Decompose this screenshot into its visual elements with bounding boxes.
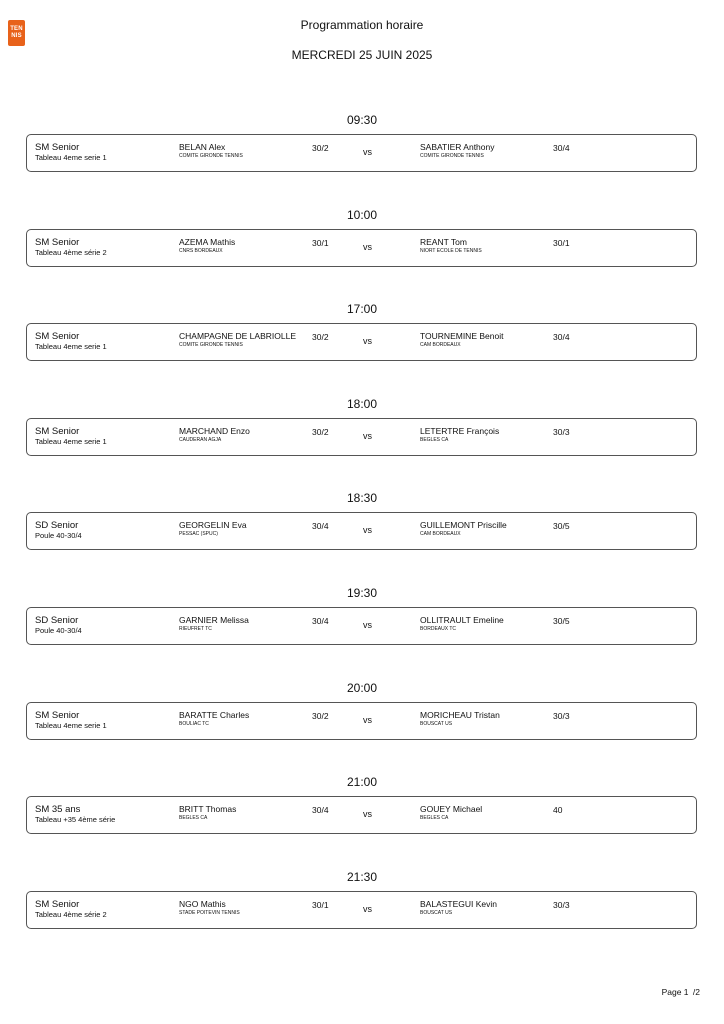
match-tableau: Tableau 4eme serie 1 xyxy=(35,721,107,730)
versus-label: vs xyxy=(363,147,372,157)
slot-time: 21:00 xyxy=(346,775,378,789)
player2-club: BEGLES CA xyxy=(420,437,449,443)
player1-rank: 30/2 xyxy=(312,143,329,153)
schedule-date: MERCREDI 25 JUIN 2025 xyxy=(291,48,433,62)
time-slot xyxy=(0,491,724,581)
match-tableau: Tableau +35 4ème série xyxy=(35,815,116,824)
player2-name: TOURNEMINE Benoit xyxy=(420,331,504,341)
player2-rank: 30/5 xyxy=(553,521,570,531)
match-tableau: Tableau 4ème série 2 xyxy=(35,910,107,919)
player2-name: REANT Tom xyxy=(420,237,467,247)
player2-rank: 40 xyxy=(553,805,563,815)
time-slot xyxy=(0,397,724,487)
player1-name: GARNIER Melissa xyxy=(179,615,249,625)
player2-rank: 30/4 xyxy=(553,143,570,153)
player2-name: OLLITRAULT Emeline xyxy=(420,615,504,625)
logo-line-1: TEN xyxy=(10,26,23,32)
match-category: SM Senior xyxy=(35,237,80,248)
slot-time: 10:00 xyxy=(346,208,378,222)
player2-club: BORDEAUX TC xyxy=(420,626,457,632)
player1-rank: 30/2 xyxy=(312,427,329,437)
match-card[interactable] xyxy=(26,702,697,740)
versus-label: vs xyxy=(363,715,372,725)
match-tableau: Tableau 4eme serie 1 xyxy=(35,153,107,162)
match-tableau: Poule 40-30/4 xyxy=(35,626,82,635)
player2-rank: 30/3 xyxy=(553,427,570,437)
player1-club: BOULIAC TC xyxy=(179,721,209,727)
player1-name: AZEMA Mathis xyxy=(179,237,236,247)
versus-label: vs xyxy=(363,809,372,819)
player1-name: GEORGELIN Eva xyxy=(179,520,247,530)
match-category: SM Senior xyxy=(35,331,80,342)
match-category: SM Senior xyxy=(35,899,80,910)
player2-rank: 30/3 xyxy=(553,711,570,721)
player2-club: NIORT ECOLE DE TENNIS xyxy=(420,248,482,254)
player2-rank: 30/5 xyxy=(553,616,570,626)
time-slot xyxy=(0,775,724,865)
player1-club: RIEUFRET TC xyxy=(179,626,212,632)
page-indicator xyxy=(660,987,700,997)
player1-rank: 30/2 xyxy=(312,711,329,721)
player1-club: PESSAC (SPUC) xyxy=(179,531,218,537)
player1-club: STADE POITEVIN TENNIS xyxy=(179,910,240,916)
player2-rank: 30/4 xyxy=(553,332,570,342)
player2-club: CAM BORDEAUX xyxy=(420,342,461,348)
match-tableau: Tableau 4eme serie 1 xyxy=(35,342,107,351)
time-slot xyxy=(0,870,724,960)
time-slot xyxy=(0,586,724,676)
player2-rank: 30/3 xyxy=(553,900,570,910)
slot-time: 18:00 xyxy=(346,397,378,411)
player1-club: COMITE GIRONDE TENNIS xyxy=(179,342,243,348)
match-card[interactable] xyxy=(26,512,697,550)
versus-label: vs xyxy=(363,431,372,441)
player1-name: BRITT Thomas xyxy=(179,804,237,814)
player1-name: BELAN Alex xyxy=(179,142,226,152)
time-slot xyxy=(0,681,724,771)
player1-rank: 30/4 xyxy=(312,616,329,626)
time-slot xyxy=(0,302,724,392)
match-category: SD Senior xyxy=(35,615,79,626)
match-card[interactable] xyxy=(26,323,697,361)
player1-rank: 30/1 xyxy=(312,238,329,248)
versus-label: vs xyxy=(363,525,372,535)
slot-time: 19:30 xyxy=(346,586,378,600)
player2-name: GUILLEMONT Priscille xyxy=(420,520,507,530)
match-category: SM Senior xyxy=(35,142,80,153)
match-tableau: Tableau 4ème série 2 xyxy=(35,248,107,257)
player2-club: BOUSCAT US xyxy=(420,910,453,916)
match-category: SM 35 ans xyxy=(35,804,81,815)
page-label: Page 1 xyxy=(661,987,689,997)
player1-rank: 30/4 xyxy=(312,521,329,531)
player2-club: BOUSCAT US xyxy=(420,721,453,727)
player2-name: MORICHEAU Tristan xyxy=(420,710,500,720)
match-category: SM Senior xyxy=(35,710,80,721)
match-card[interactable] xyxy=(26,134,697,172)
slot-time: 09:30 xyxy=(346,113,378,127)
player2-club: BEGLES CA xyxy=(420,815,449,821)
player1-club: CNRS BORDEAUX xyxy=(179,248,223,254)
versus-label: vs xyxy=(363,620,372,630)
time-slot xyxy=(0,113,724,203)
match-card[interactable] xyxy=(26,607,697,645)
player1-rank: 30/2 xyxy=(312,332,329,342)
player1-rank: 30/4 xyxy=(312,805,329,815)
match-category: SM Senior xyxy=(35,426,80,437)
player1-club: BEGLES CA xyxy=(179,815,208,821)
slot-time: 21:30 xyxy=(346,870,378,884)
match-card[interactable] xyxy=(26,891,697,929)
player1-name: BARATTE Charles xyxy=(179,710,250,720)
page-total: /2 xyxy=(692,987,700,997)
player1-name: CHAMPAGNE DE LABRIOLLE xyxy=(179,331,296,341)
match-category: SD Senior xyxy=(35,520,79,531)
versus-label: vs xyxy=(363,904,372,914)
player1-rank: 30/1 xyxy=(312,900,329,910)
versus-label: vs xyxy=(363,336,372,346)
match-tableau: Tableau 4eme serie 1 xyxy=(35,437,107,446)
match-card[interactable] xyxy=(26,418,697,456)
player2-name: SABATIER Anthony xyxy=(420,142,495,152)
player1-club: COMITE GIRONDE TENNIS xyxy=(179,153,243,159)
player2-name: BALASTEGUI Kevin xyxy=(420,899,498,909)
player1-name: NGO Mathis xyxy=(179,899,226,909)
slot-time: 17:00 xyxy=(346,302,378,316)
player1-club: CAUDERAN AGJA xyxy=(179,437,222,443)
logo-line-2: NIS xyxy=(11,33,22,39)
time-slot xyxy=(0,208,724,298)
match-card[interactable] xyxy=(26,229,697,267)
versus-label: vs xyxy=(363,242,372,252)
page-title: Programmation horaire xyxy=(300,18,424,32)
player2-rank: 30/1 xyxy=(553,238,570,248)
match-tableau: Poule 40-30/4 xyxy=(35,531,82,540)
match-card[interactable] xyxy=(26,796,697,834)
slot-time: 20:00 xyxy=(346,681,378,695)
player1-name: MARCHAND Enzo xyxy=(179,426,250,436)
slot-time: 18:30 xyxy=(346,491,378,505)
player2-name: GOUEY Michael xyxy=(420,804,483,814)
player2-club: COMITE GIRONDE TENNIS xyxy=(420,153,484,159)
player2-name: LETERTRE François xyxy=(420,426,500,436)
player2-club: CAM BORDEAUX xyxy=(420,531,461,537)
